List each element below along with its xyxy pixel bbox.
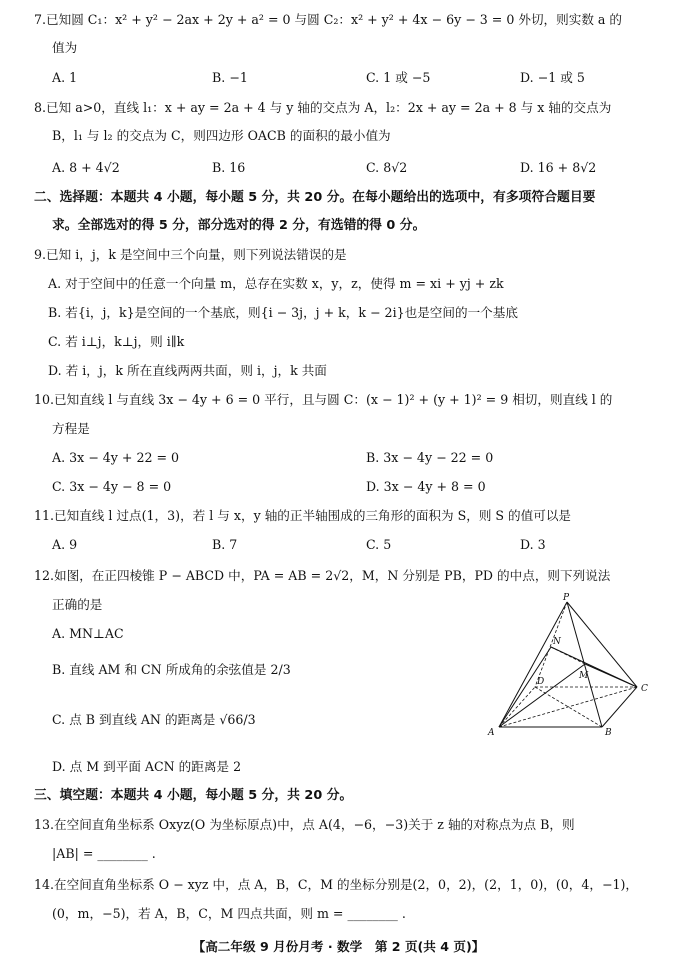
segment-cm	[585, 664, 637, 687]
segment-am	[499, 664, 585, 727]
edge-pd	[535, 602, 567, 687]
q12-option-a: A. MN⊥AC	[52, 626, 124, 641]
q10-option-c: C. 3x − 4y − 8 = 0	[52, 479, 172, 494]
q12-stem-line-2: 正确的是	[52, 597, 103, 612]
page-footer: 【高二年级 9 月份月考 · 数学 第 2 页(共 4 页)】	[192, 939, 485, 954]
q12-option-c: C. 点 B 到直线 AN 的距离是 √66/3	[52, 712, 256, 727]
segment-an	[499, 647, 551, 727]
q9-stem: 9.已知 i，j，k 是空间中三个向量，则下列说法错误的是	[34, 247, 347, 262]
section-3-heading: 三、填空题：本题共 4 小题，每小题 5 分，共 20 分。	[34, 788, 353, 803]
q11-option-a: A. 9	[52, 537, 78, 552]
pyramid-diagram	[485, 592, 655, 742]
q8-option-d: D. 16 + 8√2	[520, 160, 597, 175]
q11-option-b: B. 7	[212, 537, 238, 552]
q12-option-b: B. 直线 AM 和 CN 所成角的余弦值是 2/3	[52, 662, 291, 677]
label-d: D	[537, 677, 545, 687]
q8-option-a: A. 8 + 4√2	[52, 160, 120, 175]
q9-option-b: B. 若{i，j，k}是空间的一个基底，则{i − 3j，j + k，k − 2i}也是空间的一个基底	[48, 305, 518, 320]
q9-option-c: C. 若 i⊥j，k⊥j，则 i∥k	[48, 334, 185, 349]
q13-stem-line-2: |AB| = ________ .	[52, 846, 156, 861]
q11-stem: 11.已知直线 l 过点(1，3)，若 l 与 x，y 轴的正半轴围成的三角形的面积为 S，则 S 的值可以是	[34, 508, 572, 523]
q9-option-a: A. 对于空间中的任意一个向量 m，总存在实数 x，y，z，使得 m = xi + yj + zk	[48, 276, 504, 291]
section-2-heading-line-1: 二、选择题：本题共 4 小题，每小题 5 分，共 20 分。在每小题给出的选项中，有多项符合题目要	[34, 190, 596, 205]
q10-stem-line-2: 方程是	[52, 421, 90, 436]
label-b: B	[605, 728, 612, 738]
q10-option-d: D. 3x − 4y + 8 = 0	[366, 479, 486, 494]
q7-stem-line-1: 7.已知圆 C₁：x² + y² − 2ax + 2y + a² = 0 与圆 C₂：x² + y² + 4x − 6y − 3 = 0 外切，则实数 a 的	[34, 12, 623, 27]
q8-option-b: B. 16	[212, 160, 246, 175]
q7-stem-line-2: 值为	[52, 40, 78, 55]
q12-stem-line-1: 12.如图，在正四棱锥 P − ABCD 中，PA = AB = 2√2，M，N 分别是 PB，PD 的中点，则下列说法	[34, 568, 611, 583]
edge-bc	[602, 687, 637, 727]
q14-stem-line-1: 14.在空间直角坐标系 O − xyz 中，点 A，B，C，M 的坐标分别是(2，0，2)，(2，1，0)，(0，4，−1)，	[34, 877, 639, 892]
label-c: C	[641, 684, 648, 694]
diagonal-ac	[499, 687, 637, 727]
edge-pc	[567, 602, 637, 687]
q14-stem-line-2: (0，m，−5)，若 A，B，C，M 四点共面，则 m = ________ .	[52, 906, 406, 921]
q13-stem-line-1: 13.在空间直角坐标系 Oxyz(O 为坐标原点)中，点 A(4，−6，−3)关于 z 轴的对称点为点 B，则	[34, 817, 575, 832]
edge-pa	[499, 602, 567, 727]
q7-option-b: B. −1	[212, 70, 248, 85]
pyramid-figure	[485, 592, 655, 742]
q10-stem-line-1: 10.已知直线 l 与直线 3x − 4y + 6 = 0 平行，且与圆 C：(x − 1)² + (y + 1)² = 9 相切，则直线 l 的	[34, 392, 613, 407]
q8-stem-line-1: 8.已知 a>0，直线 l₁：x + ay = 2a + 4 与 y 轴的交点为 A，l₂：2x + ay = 2a + 8 与 x 轴的交点为	[34, 100, 612, 115]
label-a: A	[488, 728, 495, 738]
q8-stem-line-2: B，l₁ 与 l₂ 的交点为 C，则四边形 OACB 的面积的最小值为	[52, 128, 391, 143]
q11-option-d: D. 3	[520, 537, 546, 552]
q12-option-d: D. 点 M 到平面 ACN 的距离是 2	[52, 759, 242, 774]
label-m: M	[579, 671, 589, 681]
section-2-heading-line-2: 求。全部选对的得 5 分，部分选对的得 2 分，有选错的得 0 分。	[52, 218, 426, 233]
q7-option-d: D. −1 或 5	[520, 70, 585, 85]
q11-option-c: C. 5	[366, 537, 392, 552]
q10-option-b: B. 3x − 4y − 22 = 0	[366, 450, 494, 465]
label-n: N	[553, 637, 561, 647]
q7-option-c: C. 1 或 −5	[366, 70, 431, 85]
q9-option-d: D. 若 i，j，k 所在直线两两共面，则 i，j，k 共面	[48, 363, 327, 378]
label-p: P	[563, 593, 570, 603]
q10-option-a: A. 3x − 4y + 22 = 0	[52, 450, 180, 465]
q8-option-c: C. 8√2	[366, 160, 408, 175]
q7-option-a: A. 1	[52, 70, 78, 85]
